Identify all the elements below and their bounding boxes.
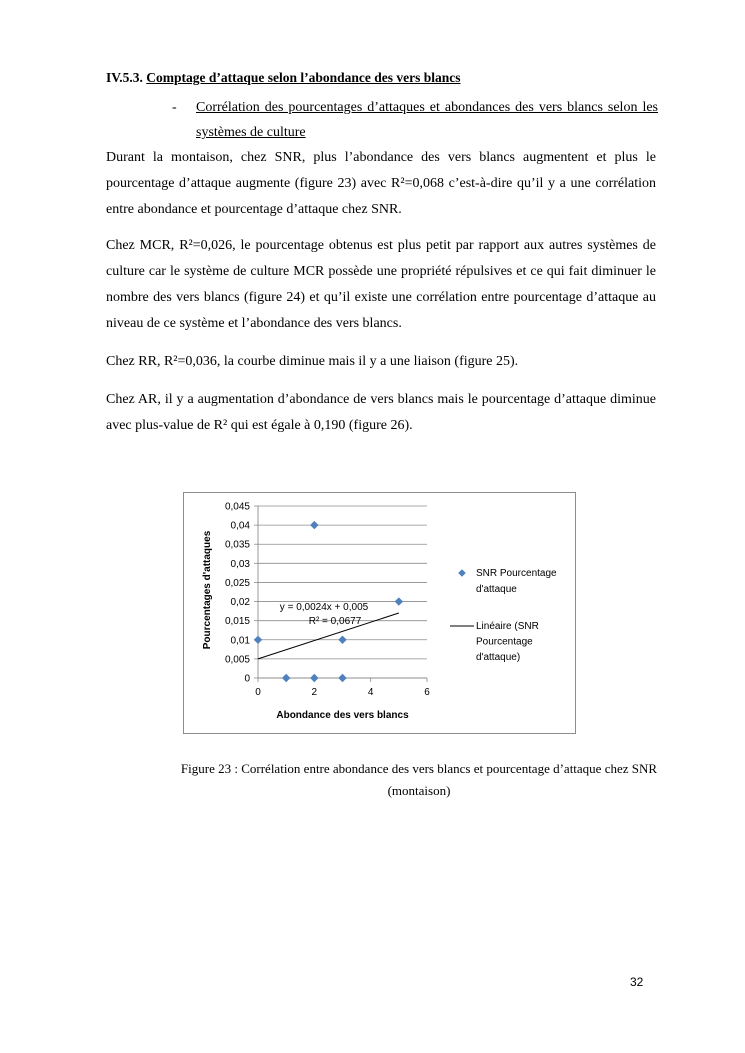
y-tick-label: 0,015 (224, 616, 250, 628)
x-tick-label: 4 (367, 687, 374, 698)
x-tick-label: 6 (424, 687, 430, 698)
y-tick-label: 0,035 (224, 539, 250, 551)
legend-label-series: d'attaque (476, 584, 517, 595)
data-point (338, 674, 346, 682)
figure-caption: Figure 23 : Corrélation entre abondance des vers blancs et pourcentage d’attaque chez SNR (montaison) (180, 761, 658, 798)
legend-marker-icon (458, 569, 466, 577)
x-axis-label: Abondance des vers blancs (276, 710, 409, 721)
x-tick-label: 2 (311, 687, 318, 698)
y-tick-labels (225, 502, 250, 685)
paragraph-ar: Chez AR, il y a augmentation d’abondance de vers blancs mais le pourcentage d’attaque diminue avec plus-value de R² qui est égale à 0,190 (figure 26). (106, 392, 656, 433)
bullet-text: Corrélation des pourcentages d’attaques et abondances des vers blancs selon les systèmes de culture (196, 100, 658, 140)
y-tick-label: 0,025 (224, 577, 250, 589)
y-tick-label: 0 (244, 673, 250, 685)
trendline-equation: y = 0,0024x + 0,005 (279, 602, 369, 613)
trendline-r2: R² = 0,0677 (308, 616, 362, 627)
bullet-dash: - (172, 100, 177, 115)
page-number: 32 (630, 975, 644, 989)
y-axis-label: Pourcentages d'attaques (202, 530, 213, 650)
paragraph-snr: Durant la montaison, chez SNR, plus l’abondance des vers blancs augmentent et plus le pourcentage d’attaque augmente (figure 23) avec R²=0,068 c’est-à-dire qu’il y a une corrélation entre abondance et pourcentage d’attaque chez SNR. (106, 150, 656, 217)
data-point (310, 521, 318, 529)
y-tick-label: 0,03 (230, 558, 250, 570)
y-tick-label: 0,005 (224, 654, 250, 666)
axes (254, 506, 427, 682)
paragraph-rr: Chez RR, R²=0,036, la courbe diminue mais il y a une liaison (figure 25). (106, 354, 519, 369)
y-tick-label: 0,04 (230, 520, 250, 532)
scatter-chart (183, 492, 576, 734)
data-point (395, 597, 403, 605)
data-point (282, 674, 290, 682)
y-tick-label: 0,045 (224, 501, 250, 513)
paragraph-mcr: Chez MCR, R²=0,026, le pourcentage obtenus est plus petit par rapport aux autres systèmes de culture car le système de culture MCR possède une propriété répulsives et ce qui fait diminuer le nombre des vers blancs (figure 24) et qu’il existe une corrélation entre pourcentage d’attaque au niveau de ce système et l’abondance des vers blancs. (106, 238, 656, 331)
section-number: IV.5.3. (106, 70, 143, 85)
data-point (254, 636, 262, 644)
legend-label-trendline: Linéaire (SNR (476, 621, 539, 632)
data-point (338, 636, 346, 644)
y-tick-label: 0,02 (230, 597, 250, 609)
legend-label-trendline: Pourcentage (476, 636, 533, 648)
x-tick-labels (255, 687, 430, 698)
x-tick-label: 0 (255, 687, 261, 698)
legend-label-series: SNR Pourcentage (476, 568, 557, 579)
legend-label-trendline: d'attaque) (476, 652, 521, 663)
y-tick-label: 0,01 (230, 635, 250, 647)
legend (450, 568, 557, 663)
section-heading (106, 70, 461, 86)
section-title: Comptage d’attaque selon l’abondance des vers blancs (146, 70, 461, 85)
data-point (310, 674, 318, 682)
